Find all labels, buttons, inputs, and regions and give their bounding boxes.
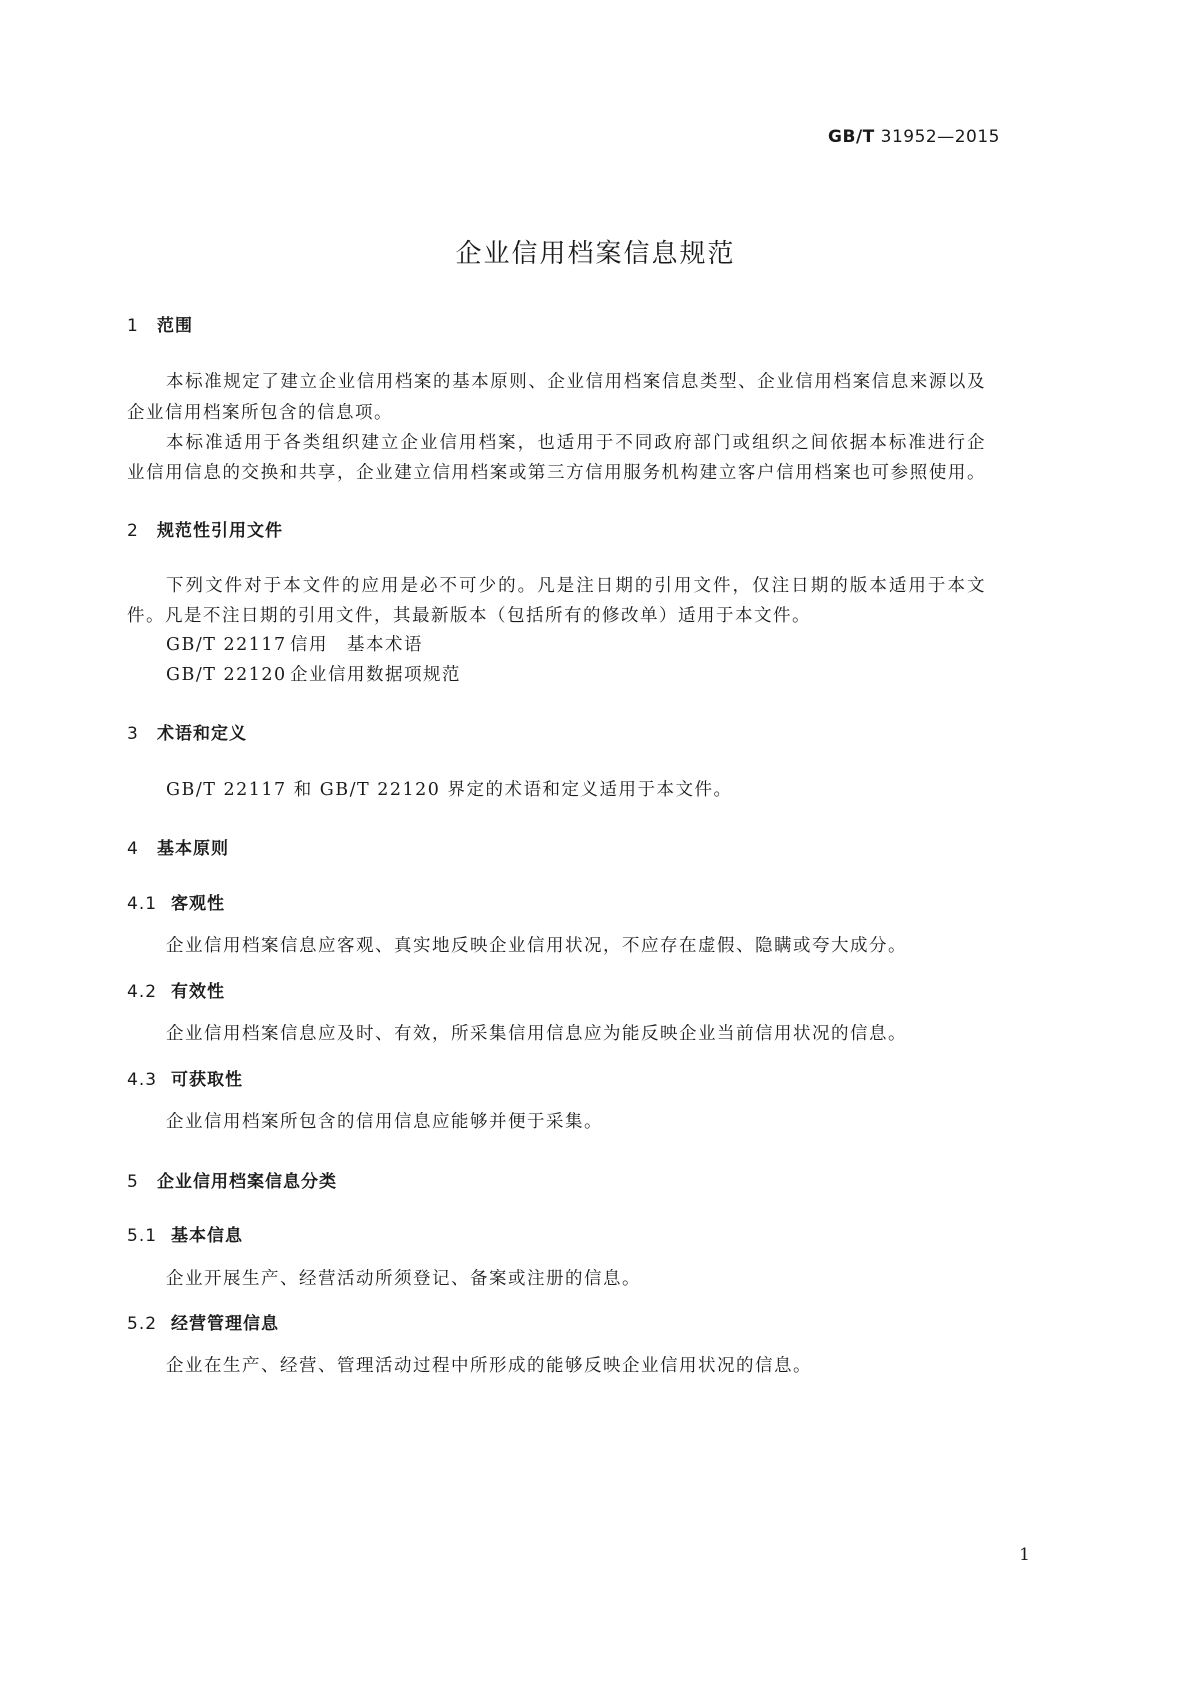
reference-title: 企业信用数据项规范: [290, 665, 461, 685]
reference-item-2: [166, 661, 461, 686]
section-number: 1: [127, 316, 139, 336]
section-number: 4: [127, 839, 139, 859]
section-title: 企业信用档案信息分类: [157, 1172, 337, 1192]
section-5-heading: [127, 1167, 337, 1192]
subsection-4-1-heading: [127, 889, 225, 914]
section-title: 术语和定义: [157, 724, 247, 744]
standard-prefix: GB/T: [828, 127, 875, 147]
section-title: 范围: [157, 316, 193, 336]
reference-code: GB/T 22120: [166, 665, 287, 685]
paragraph-line: 件。凡是不注日期的引用文件，其最新版本（包括所有的修改单）适用于本文件。: [127, 606, 811, 626]
document-title: 企业信用档案信息规范: [455, 239, 736, 269]
paragraph-line: 企业信用档案所包含的信息项。: [127, 403, 393, 423]
paragraph-line: 企业信用档案所包含的信用信息应能够并便于采集。: [166, 1112, 603, 1132]
standard-code: 31952—2015: [880, 127, 1000, 147]
section-number: 3: [127, 724, 139, 744]
reference-title: 信用 基本术语: [290, 635, 423, 655]
section-title: 基本原则: [157, 839, 229, 859]
paragraph-line: 企业信用档案信息应客观、真实地反映企业信用状况，不应存在虚假、隐瞒或夸大成分。: [166, 936, 907, 956]
reference-item-1: [166, 631, 423, 656]
subsection-number: 4.1: [127, 894, 158, 914]
subsection-5-2-heading: [127, 1309, 279, 1334]
section-3-heading: [127, 719, 247, 744]
subsection-title: 有效性: [171, 982, 225, 1002]
subsection-4-3-heading: [127, 1065, 243, 1090]
reference-code: GB/T 22117: [166, 635, 287, 655]
paragraph-line: 企业开展生产、经营活动所须登记、备案或注册的信息。: [166, 1269, 641, 1289]
section-2-heading: [127, 516, 283, 541]
paragraph-line: 业信用信息的交换和共享，企业建立信用档案或第三方信用服务机构建立客户信用档案也可参照使用。: [127, 463, 986, 483]
section-number: 5: [127, 1172, 139, 1192]
section-number: 2: [127, 521, 139, 541]
section-title: 规范性引用文件: [157, 521, 283, 541]
paragraph-line: 本标准规定了建立企业信用档案的基本原则、企业信用档案信息类型、企业信用档案信息来源以及: [166, 372, 986, 392]
section-1-heading: [127, 311, 193, 336]
subsection-title: 经营管理信息: [171, 1314, 279, 1334]
subsection-number: 5.1: [127, 1226, 158, 1246]
paragraph-line: 企业在生产、经营、管理活动过程中所形成的能够反映企业信用状况的信息。: [166, 1356, 812, 1376]
paragraph-line: 企业信用档案信息应及时、有效，所采集信用信息应为能反映企业当前信用状况的信息。: [166, 1024, 907, 1044]
subsection-number: 4.2: [127, 982, 158, 1002]
page-number: 1: [1019, 1545, 1030, 1565]
paragraph-line: GB/T 22117 和 GB/T 22120 界定的术语和定义适用于本文件。: [166, 780, 733, 800]
subsection-title: 可获取性: [171, 1070, 243, 1090]
section-4-heading: [127, 834, 229, 859]
subsection-title: 基本信息: [171, 1226, 243, 1246]
standard-number: [828, 127, 1000, 147]
subsection-title: 客观性: [171, 894, 225, 914]
paragraph-line: 本标准适用于各类组织建立企业信用档案，也适用于不同政府部门或组织之间依据本标准进行企: [166, 433, 986, 453]
subsection-number: 5.2: [127, 1314, 158, 1334]
subsection-number: 4.3: [127, 1070, 158, 1090]
subsection-5-1-heading: [127, 1221, 243, 1246]
paragraph-line: 下列文件对于本文件的应用是必不可少的。凡是注日期的引用文件，仅注日期的版本适用于本文: [166, 576, 986, 596]
subsection-4-2-heading: [127, 977, 225, 1002]
